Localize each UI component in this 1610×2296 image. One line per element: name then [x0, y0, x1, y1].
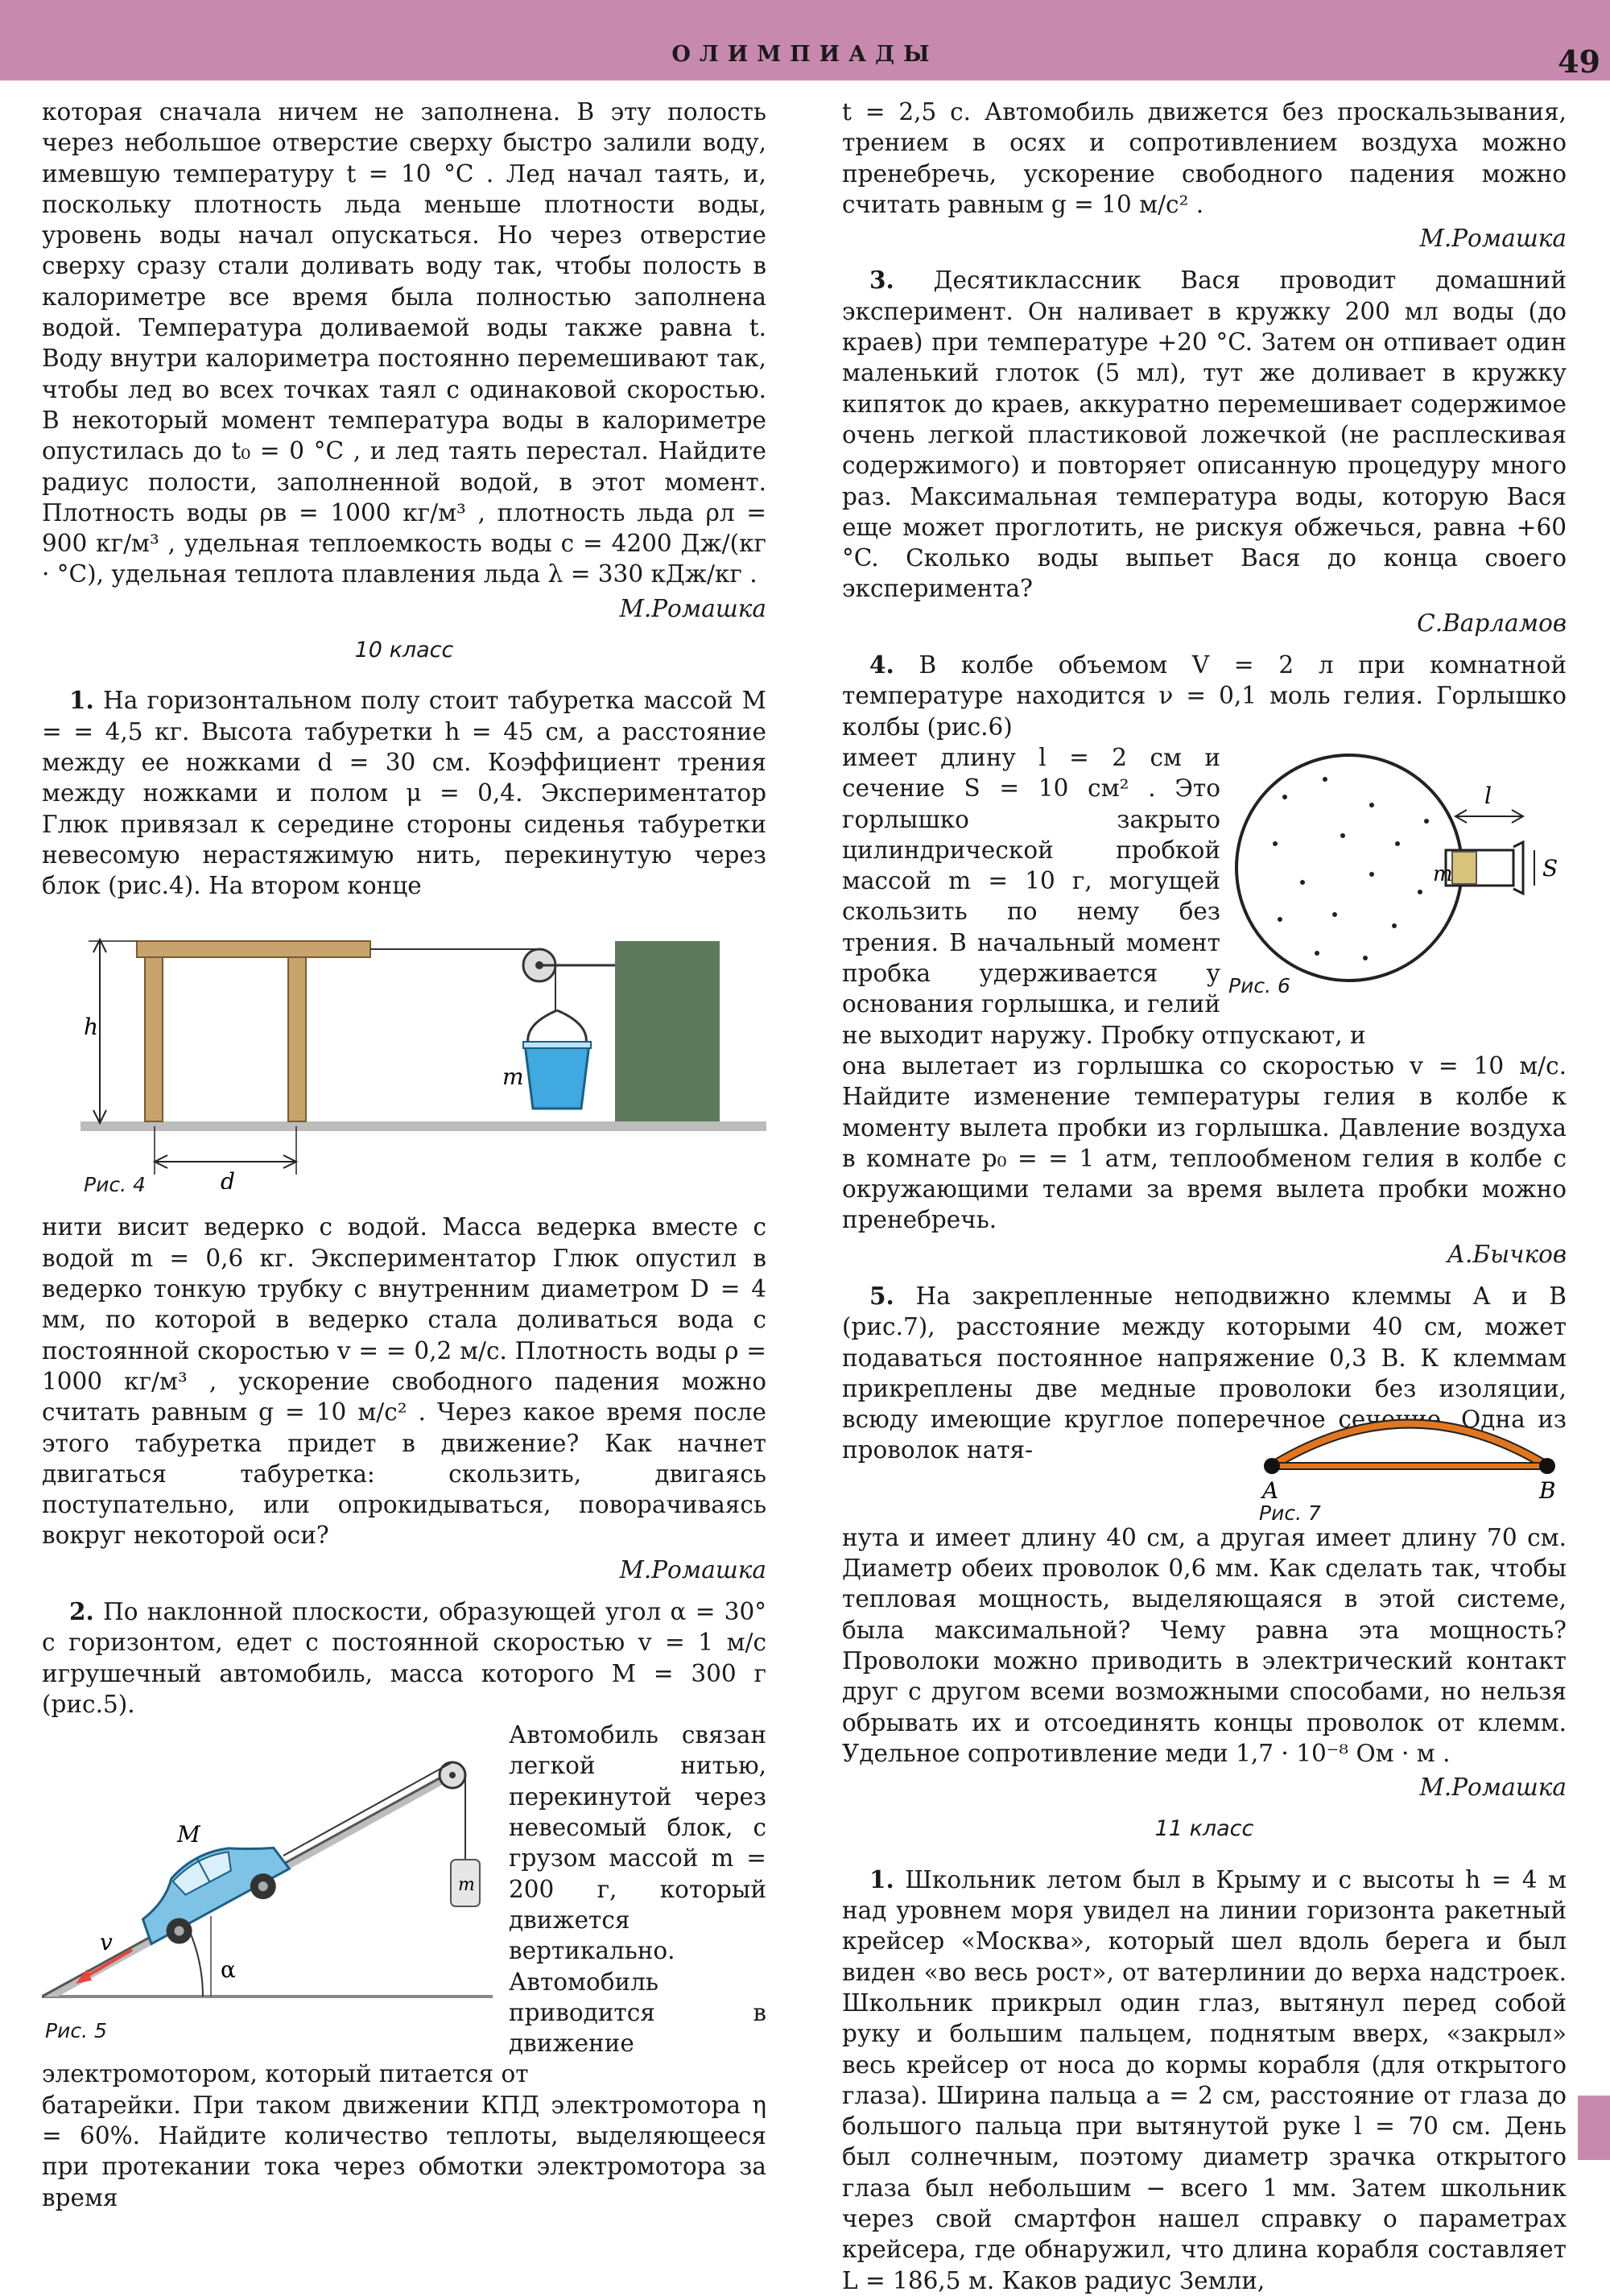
problem-10-4-part-a	[842, 650, 1567, 742]
label-A: A	[1262, 1476, 1279, 1504]
problem-number: 1.	[69, 686, 94, 715]
author-romashka: М.Ромашка	[1419, 1774, 1567, 1802]
problem-number: 4.	[869, 650, 894, 679]
label-S: S	[1542, 854, 1558, 882]
problem-10-1-part-b: нити висит ведерко с водой. Масса ведерка вместе с водой m = 0,6 кг. Экспериментатор Глюк опустил в ведерко тонкую трубку с внутренним диаметром D = 4 мм, по которой в ведерко стала доливаться вода с постоянной скоростью v = = 0,2 м/с. Плотность воды ρ = 1000 кг/м³ , ускорение свободного падения можно считать равным g = 10 м/c² . Через какое время после этого табуретка придет в движение? Как начнет двигаться табуретка: скользить, двигаясь поступательно, или опрокидываться, поворачиваясь вокруг некоторой оси?	[42, 1213, 766, 1550]
wall	[615, 941, 720, 1121]
problem-10-1-part-a	[42, 685, 766, 901]
problem-10-2-part-b: Автомобиль связан легкой нитью, перекинутой через невесомый блок, с грузом массой m = 200 г, который движется вертикально. Автомобиль приводится в движение электромотором, который питается от	[42, 1721, 766, 2088]
label-B: B	[1539, 1476, 1556, 1504]
curved-wire	[1272, 1423, 1547, 1466]
stool-diagram	[42, 915, 766, 1189]
label-M: M	[177, 1821, 200, 1848]
label-m: m	[458, 1875, 475, 1896]
problem-10-4-part-b: имеет длину l = 2 см и сечение S = 10 см² . Это горлышко закрыто цилиндрической пробкой массой m = 10 г, могущей скользить по нему без трения. В начальный момент пробка удерживается у основания горлышка, и гелий не выходит наружу. Пробку отпускают, и	[842, 743, 1366, 1049]
page-number: 49	[1558, 43, 1600, 80]
right-column	[842, 97, 1567, 2296]
label-m: m	[502, 1063, 524, 1091]
label-l: l	[1484, 782, 1492, 809]
problem-text: На закрепленные неподвижно клеммы A и B (рис.7), расстояние между которыми 40 см, может подаваться постоянное напряжение 0,3 В. К клеммам прикреплены две медные проволоки без изоляции, всюду имеющие круглое поперечное сечение. Одна из проволок натя-	[842, 1282, 1567, 1464]
label-alpha: α	[221, 1956, 236, 1984]
flask	[1236, 755, 1462, 981]
flask-diagram	[1228, 747, 1567, 997]
incline-diagram	[42, 1723, 501, 2049]
figure-6	[1228, 747, 1567, 997]
header-bar	[0, 0, 1610, 81]
problem-text: Десятиклассник Вася проводит домашний эксперимент. Он наливает в кружку 200 мл воды (до краев) при температуре +20 °C. Затем он отпивает один маленький глоток (5 мл), тут же доливает в кружку кипяток до краев, аккуратно перемешивает содержимое очень легкой пластиковой ложечкой (не расплескивая содержимого) и повторяет описанную процедуру много раз. Максимальная температура воды, которую Вася еще может проглотить, не рискуя обжечься, равна +60 °C. Сколько воды выпьет Вася до конца своего эксперимента?	[842, 266, 1567, 603]
figure-4	[42, 915, 766, 1197]
left-column	[42, 97, 766, 2213]
terminal-B	[1539, 1458, 1555, 1474]
problem-text: Школьник летом был в Крыму и с высоты h = 4 м над уровнем моря увидел на линии горизонта ракетный крейсер «Москва», который шел вдоль берега и был виден «во весь рост», от ватерлинии до верха надстроек. Школьник прикрыл один глаз, вытянул перед собой руку и большим пальцем, поднятым вверх, «закрыл» весь крейсер от носа до кормы корабля (для открытого глаза). Ширина пальца a = 2 см, расстояние от глаза до большого пальца при вытянутой руке l = 70 см. День был солнечным, поэтому диаметр зрачка открытого глаза был небольшим − всего 1 мм. Затем школьник через свой смартфон нашел справку о параметрах крейсера, где обнаружил, что длина корабля составляет L = 186,5 м. Каков радиус Земли,	[842, 1865, 1567, 2294]
class-11-heading: 11 класс	[1154, 1816, 1254, 1842]
stool-leg-right	[288, 957, 306, 1121]
bucket	[525, 1044, 589, 1109]
problem-number: 3.	[869, 266, 894, 295]
terminal-A	[1264, 1458, 1280, 1474]
figure-4-caption: Рис. 4	[84, 1173, 146, 1197]
problem-10-5-part-b: нута и имеет длину 40 см, а другая имеет длину 70 см. Диаметр обеих проволок 0,6 мм. Как сделать так, чтобы тепловая мощность, выделяющаяся в этой системе, была максимальной? Чему равна эта мощность? Проволоки можно приводить в электрический контакт друг с другом всеми возможными способами, но нельзя обрывать их и отсоединять концы проволок от клемм. Удельное сопротивление меди 1,7 · 10⁻⁸ Ом · м .	[842, 1523, 1567, 1767]
corner-tab	[1578, 2096, 1610, 2160]
author-romashka: М.Ромашка	[619, 1555, 766, 1584]
author-varlamov: С.Варламов	[1417, 609, 1567, 637]
problem-10-2-part-a	[42, 1596, 766, 1720]
author-bychkov: А.Бычков	[1447, 1240, 1567, 1268]
problem-10-2-part-c: батарейки. При таком движении КПД электромотора η = 60%. Найдите количество теплоты, выделяющееся при протекании тока через обмотки электромотора за время	[42, 2091, 766, 2211]
problem-text: По наклонной плоскости, образующей угол α = 30° с горизонтом, едет с постоянной скоростью v = 1 м/с игрушечный автомобиль, масса которого M = 300 г (рис.5).	[42, 1597, 766, 1718]
floor	[80, 1121, 766, 1131]
label-v: v	[100, 1929, 113, 1956]
stool-leg-left	[145, 957, 163, 1121]
figure-6-caption: Рис. 6	[1228, 973, 1290, 997]
label-h: h	[84, 1014, 99, 1041]
string-to-car	[283, 1763, 451, 1856]
bucket-handle	[528, 1010, 557, 1044]
problem-number: 1.	[869, 1864, 894, 1893]
problem-10-3	[842, 265, 1567, 604]
figure-7-caption: Рис. 7	[1259, 1501, 1321, 1525]
problem-11-1	[842, 1864, 1567, 2296]
class-10-heading: 10 класс	[354, 638, 454, 663]
problem-number: 2.	[69, 1596, 94, 1625]
angle-arc	[190, 1932, 203, 1997]
stool-seat	[137, 941, 370, 957]
cork	[1452, 852, 1476, 884]
problem-text: В колбе объемом V = 2 л при комнатной температуре находится ν = 0,1 моль гелия. Горлышко колбы (рис.6)	[842, 651, 1567, 741]
author-romashka: М.Ромашка	[619, 594, 766, 622]
paragraph-continuation: t = 2,5 с. Автомобиль движется без проскальзывания, трением в осях и сопротивлением воздуха можно пренебречь, ускорение свободного падения можно считать равным g = 10 м/c² .	[842, 98, 1567, 218]
figure-5	[42, 1723, 501, 2049]
problem-10-4-part-c: она вылетает из горлышка со скоростью v = 10 м/с. Найдите изменение температуры гелия в колбе к моменту вылета пробки из горлышка. Давление воздуха в комнате p₀ = = 1 атм, теплообменом гелия в колбе с окружающими телами за время вылета пробки можно пренебречь.	[842, 1051, 1567, 1234]
author-romashka: М.Ромашка	[1419, 225, 1567, 253]
label-d: d	[221, 1168, 235, 1190]
problem-number: 5.	[869, 1281, 894, 1310]
problem-text: На горизонтальном полу стоит табуретка массой M = = 4,5 кг. Высота табуретки h = 45 см, а расстояние между ее ножками d = 30 см. Коэффициент трения между ножками и полом μ = 0,4. Экспериментатор Глюк привязал к середине стороны сиденья табуретки невесомую нерастяжимую нить, перекинутую через блок (рис.4). На втором конце	[42, 687, 766, 900]
paragraph-continuation: которая сначала ничем не заполнена. В эту полость через небольшое отверстие сверху быстро залили воду, имевшую температуру t = 10 °C . Лед начал таять, и, поскольку плотность льда меньше плотности воды, уровень воды начал опускаться. Но через отверстие сверху сразу стали доливать воду так, чтобы полость в калориметре все время была полностью заполнена водой. Температура доливаемой воды также равна t. Воду внутри калориметра постоянно перемешивают так, чтобы лед во всех точках таял с одинаковой скоростью. В некоторый момент температура воды в калориметре опустилась до t₀ = 0 °C , и лед таять перестал. Найдите радиус полости, заполненной водой, в этот момент. Плотность воды ρв = 1000 кг/м³ , плотность льда ρл = 900 кг/м³ , удельная теплоемкость воды c = 4200 Дж/(кг · °C), удельная теплота плавления льда λ = 330 кДж/кг .	[42, 98, 766, 588]
figure-7	[1253, 1402, 1567, 1525]
figure-5-caption: Рис. 5	[45, 2019, 107, 2043]
section-title-header: ОЛИМПИАДЫ	[671, 42, 939, 67]
label-m: m	[1433, 861, 1453, 886]
